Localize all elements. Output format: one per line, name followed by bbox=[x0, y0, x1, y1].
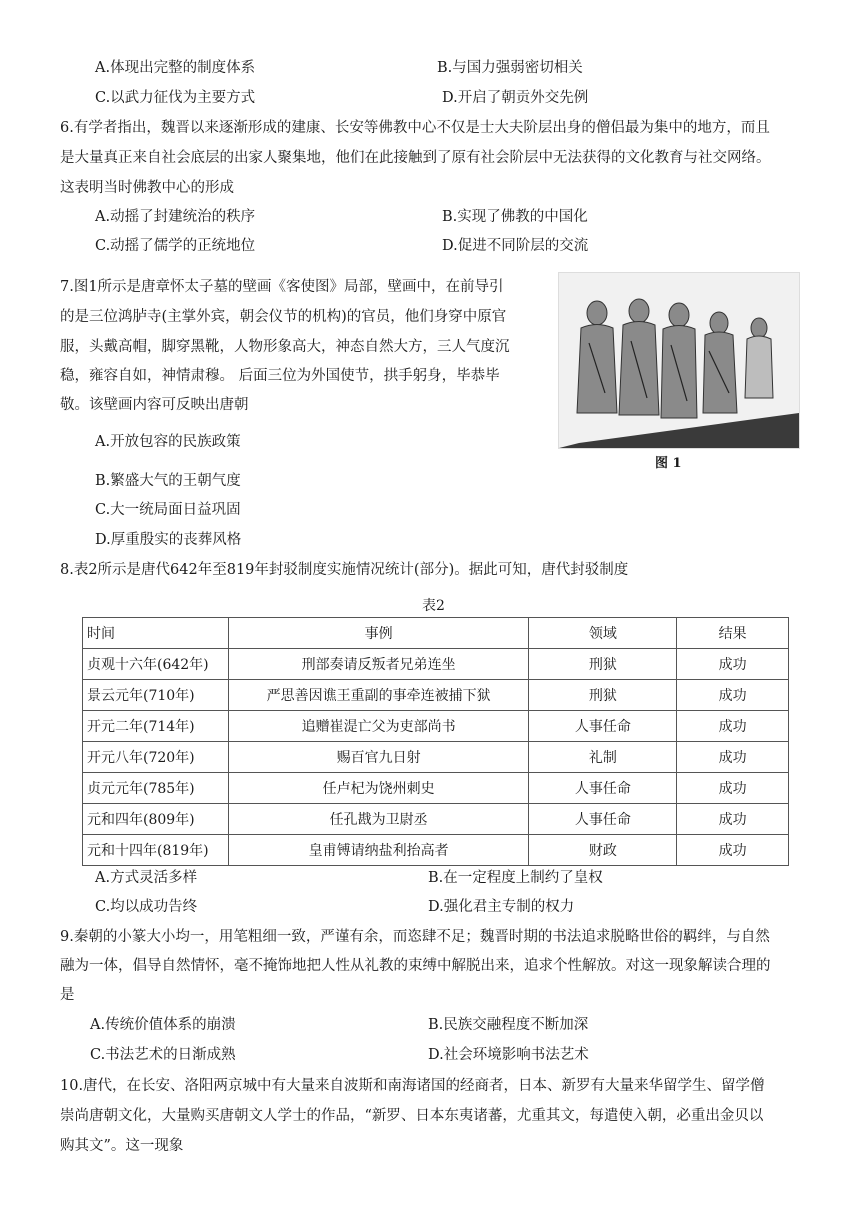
q8-option-d[interactable]: D.强化君主专制的权力 bbox=[428, 899, 575, 915]
table-row bbox=[83, 742, 789, 773]
q6-stem-line-3: 这表明当时佛教中心的形成 bbox=[60, 180, 234, 196]
cell-result: 成功 bbox=[677, 835, 789, 866]
q7-option-c[interactable]: C.大一统局面日益巩固 bbox=[95, 502, 241, 518]
q10-stem-line-3: 购其文”。这一现象 bbox=[60, 1138, 184, 1154]
q10-stem-line-2: 崇尚唐朝文化，大量购买唐朝文人学士的作品，“新罗、日本东夷诸蕃，尤重其文，每遣使入朝，必重出金贝以 bbox=[60, 1108, 764, 1124]
table-header-row bbox=[83, 618, 789, 649]
mural-figure bbox=[558, 272, 800, 449]
q10-stem-line-1: 10.唐代，在长安、洛阳两京城中有大量来自波斯和南海诸国的经商者，日本、新罗有大量来华留学生、留学僧 bbox=[60, 1078, 765, 1094]
q8-stem: 8.表2所示是唐代642年至819年封驳制度实施情况统计(部分)。据此可知，唐代封驳制度 bbox=[60, 562, 629, 578]
cell-time: 开元八年(720年) bbox=[83, 742, 229, 773]
cell-field: 刑狱 bbox=[529, 680, 677, 711]
q9-option-a[interactable]: A.传统价值体系的崩溃 bbox=[90, 1017, 236, 1033]
q5-option-a[interactable]: A.体现出完整的制度体系 bbox=[95, 60, 256, 76]
header-time: 时间 bbox=[83, 618, 229, 649]
cell-field: 人事任命 bbox=[529, 773, 677, 804]
cell-time: 元和四年(809年) bbox=[83, 804, 229, 835]
q5-option-c[interactable]: C.以武力征伐为主要方式 bbox=[95, 90, 256, 106]
q7-stem-line-1: 7.图1所示是唐章怀太子墓的壁画《客使图》局部，壁画中，在前导引 bbox=[60, 279, 504, 295]
cell-time: 贞元元年(785年) bbox=[83, 773, 229, 804]
table-row bbox=[83, 649, 789, 680]
cell-result: 成功 bbox=[677, 773, 789, 804]
cell-time: 元和十四年(819年) bbox=[83, 835, 229, 866]
q5-option-d[interactable]: D.开启了朝贡外交先例 bbox=[442, 90, 589, 106]
cell-result: 成功 bbox=[677, 711, 789, 742]
q5-option-b[interactable]: B.与国力强弱密切相关 bbox=[437, 60, 583, 76]
cell-field: 礼制 bbox=[529, 742, 677, 773]
cell-time: 开元二年(714年) bbox=[83, 711, 229, 742]
q6-option-d[interactable]: D.促进不同阶层的交流 bbox=[442, 238, 589, 254]
q7-stem-line-5: 敬。该壁画内容可反映出唐朝 bbox=[60, 397, 249, 413]
table-row bbox=[83, 835, 789, 866]
q9-stem-line-3: 是 bbox=[60, 987, 75, 1003]
cell-case: 刑部奏请反叛者兄弟连坐 bbox=[228, 649, 528, 680]
table-row bbox=[83, 804, 789, 835]
decree-table bbox=[82, 617, 789, 866]
q8-option-a[interactable]: A.方式灵活多样 bbox=[95, 870, 198, 886]
mural-illustration bbox=[559, 273, 799, 448]
q8-option-c[interactable]: C.均以成功告终 bbox=[95, 899, 198, 915]
cell-case: 皇甫镈请纳盐利抬高者 bbox=[228, 835, 528, 866]
q7-option-d[interactable]: D.厚重殷实的丧葬风格 bbox=[95, 532, 242, 548]
cell-field: 刑狱 bbox=[529, 649, 677, 680]
cell-field: 人事任命 bbox=[529, 804, 677, 835]
cell-field: 财政 bbox=[529, 835, 677, 866]
q6-stem-line-2: 是大量真正来自社会底层的出家人聚集地，他们在此接触到了原有社会阶层中无法获得的文化教育与社交网络。 bbox=[60, 150, 771, 166]
q7-option-b[interactable]: B.繁盛大气的王朝气度 bbox=[95, 473, 241, 489]
header-case: 事例 bbox=[228, 618, 528, 649]
figure-caption: 图 1 bbox=[655, 456, 682, 471]
header-result: 结果 bbox=[677, 618, 789, 649]
q7-stem-line-4: 稳，雍容自如，神情肃穆。 后面三位为外国使节，拱手躬身，毕恭毕 bbox=[60, 368, 500, 384]
table-title: 表2 bbox=[422, 598, 445, 614]
header-field: 领域 bbox=[529, 618, 677, 649]
q7-option-a[interactable]: A.开放包容的民族政策 bbox=[95, 434, 241, 450]
q6-stem-line-1: 6.有学者指出，魏晋以来逐渐形成的建康、长安等佛教中心不仅是士大夫阶层出身的僧侣最为集中的地方，而且 bbox=[60, 120, 770, 136]
cell-result: 成功 bbox=[677, 804, 789, 835]
q7-stem-line-3: 服，头戴高帽，脚穿黑靴，人物形象高大，神态自然大方，三人气度沉 bbox=[60, 339, 510, 355]
cell-result: 成功 bbox=[677, 742, 789, 773]
q9-stem-line-1: 9.秦朝的小篆大小均一，用笔粗细一致，严谨有余，而恣肆不足；魏晋时期的书法追求脱略世俗的羁绊，与自然 bbox=[60, 929, 770, 945]
q9-option-c[interactable]: C.书法艺术的日渐成熟 bbox=[90, 1047, 236, 1063]
cell-case: 严思善因谯王重副的事牵连被捕下狱 bbox=[228, 680, 528, 711]
cell-case: 追赠崔湜亡父为吏部尚书 bbox=[228, 711, 528, 742]
cell-time: 贞观十六年(642年) bbox=[83, 649, 229, 680]
q6-option-c[interactable]: C.动摇了儒学的正统地位 bbox=[95, 238, 256, 254]
table-row bbox=[83, 680, 789, 711]
q7-stem-line-2: 的是三位鸿胪寺(主掌外宾，朝会仪节的机构)的官员，他们身穿中原官 bbox=[60, 309, 507, 325]
q6-option-b[interactable]: B.实现了佛教的中国化 bbox=[442, 209, 588, 225]
q9-stem-line-2: 融为一体，倡导自然情怀，毫不掩饰地把人性从礼教的束缚中解脱出来，追求个性解放。对这一现象解读合理的 bbox=[60, 958, 771, 974]
q9-option-d[interactable]: D.社会环境影响书法艺术 bbox=[428, 1047, 589, 1063]
table-row bbox=[83, 773, 789, 804]
cell-field: 人事任命 bbox=[529, 711, 677, 742]
cell-result: 成功 bbox=[677, 649, 789, 680]
cell-result: 成功 bbox=[677, 680, 789, 711]
cell-case: 赐百官九日射 bbox=[228, 742, 528, 773]
cell-case: 任孔戡为卫尉丞 bbox=[228, 804, 528, 835]
cell-case: 任卢杞为饶州刺史 bbox=[228, 773, 528, 804]
q8-option-b[interactable]: B.在一定程度上制约了皇权 bbox=[428, 870, 603, 886]
cell-time: 景云元年(710年) bbox=[83, 680, 229, 711]
q6-option-a[interactable]: A.动摇了封建统治的秩序 bbox=[95, 209, 256, 225]
table-row bbox=[83, 711, 789, 742]
q9-option-b[interactable]: B.民族交融程度不断加深 bbox=[428, 1017, 589, 1033]
